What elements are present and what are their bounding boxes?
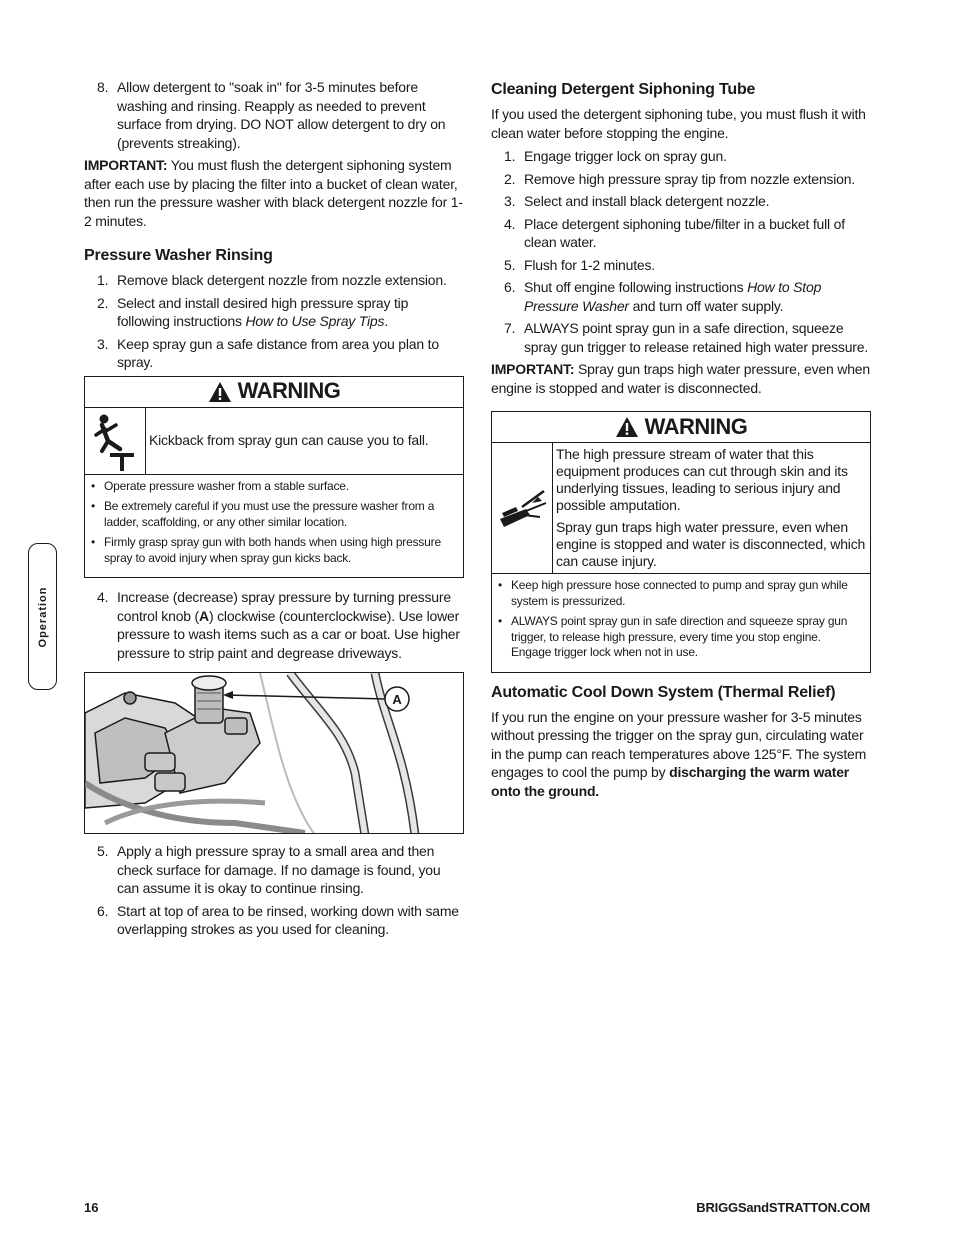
important-label: IMPORTANT:	[84, 157, 168, 173]
list-item: • Firmly grasp spray gun with both hands when using high pressure spray to avoid injury when spray gun kicks back.	[91, 535, 457, 566]
warning-title: WARNING	[237, 378, 341, 404]
step-text: Remove black detergent nozzle from nozzle extension.	[117, 272, 447, 288]
siphon-step-list	[491, 147, 871, 356]
thermal-relief-text	[491, 708, 871, 801]
section-tab-operation	[28, 543, 57, 690]
important-text: Spray gun traps high water pressure, even when engine is stopped and water is disconnected.	[491, 361, 870, 396]
step-number: 4.	[504, 215, 516, 232]
high-pressure-injection-icon	[492, 443, 553, 573]
step-text: Increase (decrease) spray pressure by turning pressure control knob (	[117, 589, 451, 624]
step-text: Keep spray gun a safe distance from area you plan to spray.	[117, 335, 439, 370]
callout-reference: A	[199, 607, 209, 624]
step-text: Shut off engine following instructions	[524, 279, 748, 295]
list-item: • Be extremely careful if you must use the pressure washer from a ladder, scaffolding, or any other similar location.	[91, 499, 457, 530]
list-item	[491, 319, 871, 356]
rinse-step-list-cont	[84, 588, 464, 662]
step-number: 5.	[504, 256, 516, 273]
step-text: Select and install black detergent nozzle.	[524, 193, 770, 209]
step-number: 3.	[504, 193, 516, 209]
figure-callout-label: A	[392, 692, 402, 707]
warning-box-kickback	[84, 376, 464, 579]
step-text: Place detergent siphoning tube/filter in a bucket full of clean water.	[524, 215, 845, 250]
list-item	[491, 278, 871, 315]
important-note	[84, 156, 464, 230]
left-column	[84, 78, 464, 943]
warning-header	[85, 377, 463, 408]
warning-statement: Spray gun traps high water pressure, even when engine is stopped and water is disconnected, which can cause injury.	[556, 519, 866, 569]
list-item	[84, 842, 464, 898]
warning-statements	[553, 443, 870, 573]
rinse-step-list-end	[84, 842, 464, 939]
step-text: Flush for 1-2 minutes.	[524, 256, 655, 273]
step-text: Apply a high pressure spray to a small area and then check surface for damage. If no damage is found, you can assume it is okay to continue rinsing.	[117, 843, 441, 896]
important-note	[491, 360, 871, 397]
warning-box-high-pressure	[491, 411, 871, 673]
step-text: Remove high pressure spray tip from nozzle extension.	[524, 170, 856, 187]
step-text: Select and install desired high pressure spray tip following instructions	[117, 294, 409, 329]
pump-pressure-knob-illustration	[84, 672, 464, 834]
step-text: and turn off water supply.	[628, 297, 784, 314]
step-text: .	[384, 313, 389, 329]
important-label: IMPORTANT:	[491, 361, 575, 377]
list-item	[84, 271, 464, 290]
list-item	[84, 294, 464, 331]
section-heading-siphon: Cleaning Detergent Siphoning Tube	[491, 81, 756, 98]
list-item	[84, 902, 464, 939]
step-number: 6.	[97, 902, 109, 919]
list-item	[491, 215, 871, 252]
list-item	[491, 256, 871, 275]
step-number: 2.	[504, 170, 516, 187]
warning-bullet-list	[492, 574, 870, 672]
footer-website: BRIGGSandSTRATTON.COM	[696, 1200, 870, 1215]
warning-statement-row	[85, 408, 463, 475]
detergent-step-list	[84, 78, 464, 152]
list-item	[491, 192, 871, 211]
list-item	[84, 335, 464, 372]
fall-hazard-icon	[85, 408, 146, 474]
list-item: • Operate pressure washer from a stable surface.	[91, 479, 457, 495]
paragraph-emphasis: discharging the warm water onto the ground.	[491, 764, 850, 799]
paragraph-text: If you run the engine on your pressure washer for 3-5 minutes without pressing the trigger on the spray gun, circulating water in the pump can reach temperatures above 125°F. The system engages to cool the pump by	[491, 708, 867, 780]
step-reference: How to Stop Pressure Washer	[524, 279, 822, 314]
warning-statement: Kickback from spray gun can cause you to fall.	[149, 432, 429, 448]
list-item: • Keep high pressure hose connected to pump and spray gun while system is pressurized.	[498, 578, 864, 609]
step-text: Start at top of area to be rinsed, working down with same overlapping strokes as you used for cleaning.	[117, 902, 459, 937]
list-item: • ALWAYS point spray gun in safe direction and squeeze spray gun trigger, to release high pressure, every time you stop engine. Engage trigger lock when not in use.	[498, 614, 864, 661]
warning-triangle-icon	[208, 381, 232, 403]
step-text: Engage trigger lock on spray gun.	[524, 148, 727, 164]
list-item	[84, 588, 464, 662]
step-number: 6.	[504, 279, 516, 295]
list-item	[84, 78, 464, 152]
step-number: 3.	[97, 335, 109, 352]
step-number: 1.	[97, 272, 109, 288]
list-item	[491, 170, 871, 189]
warning-header	[492, 412, 870, 443]
step-text: ALWAYS point spray gun in a safe direction, squeeze spray gun trigger to release retained high water pressure.	[524, 320, 869, 355]
warning-title: WARNING	[644, 413, 748, 439]
important-text: You must flush the detergent siphoning system after each use by placing the filter into a bucket of clean water, then run the pressure washer with black detergent nozzle for 1-2 minutes.	[84, 157, 463, 229]
pump-illustration	[85, 673, 464, 834]
step-reference: How to Use Spray Tips	[245, 313, 385, 329]
right-column	[491, 80, 871, 800]
warning-bullet-list	[85, 475, 463, 578]
step-number: 2.	[97, 294, 109, 311]
step-number: 5.	[97, 843, 109, 859]
warning-statement-row	[492, 443, 870, 574]
section-tab-label: Operation	[36, 586, 49, 647]
warning-triangle-icon	[615, 416, 639, 438]
section-heading-rinsing: Pressure Washer Rinsing	[84, 247, 273, 264]
step-text: Allow detergent to "soak in" for 3-5 minutes before washing and rinsing. Reapply as needed to prevent surface from drying. DO NOT allow detergent to dry on (prevents streaking).	[117, 79, 446, 151]
step-number: 7.	[504, 320, 516, 336]
step-number: 4.	[97, 589, 109, 605]
step-number: 8.	[97, 79, 109, 95]
section-heading-thermal-relief: Automatic Cool Down System (Thermal Relief)	[491, 683, 836, 701]
list-item	[491, 147, 871, 166]
step-text: ) clockwise (counterclockwise). Use lower pressure to wash items such as a car or boat. Use higher pressure to strip paint and degrease driveways.	[117, 607, 460, 661]
step-number: 1.	[504, 148, 516, 164]
warning-statement: The high pressure stream of water that this equipment produces can cut through skin and its underlying tissues, leading to serious injury and possible amputation.	[556, 446, 848, 513]
rinse-step-list	[84, 271, 464, 372]
siphon-intro: If you used the detergent siphoning tube, you must flush it with clean water before stopping the engine.	[491, 106, 866, 141]
page-number: 16	[84, 1200, 99, 1215]
